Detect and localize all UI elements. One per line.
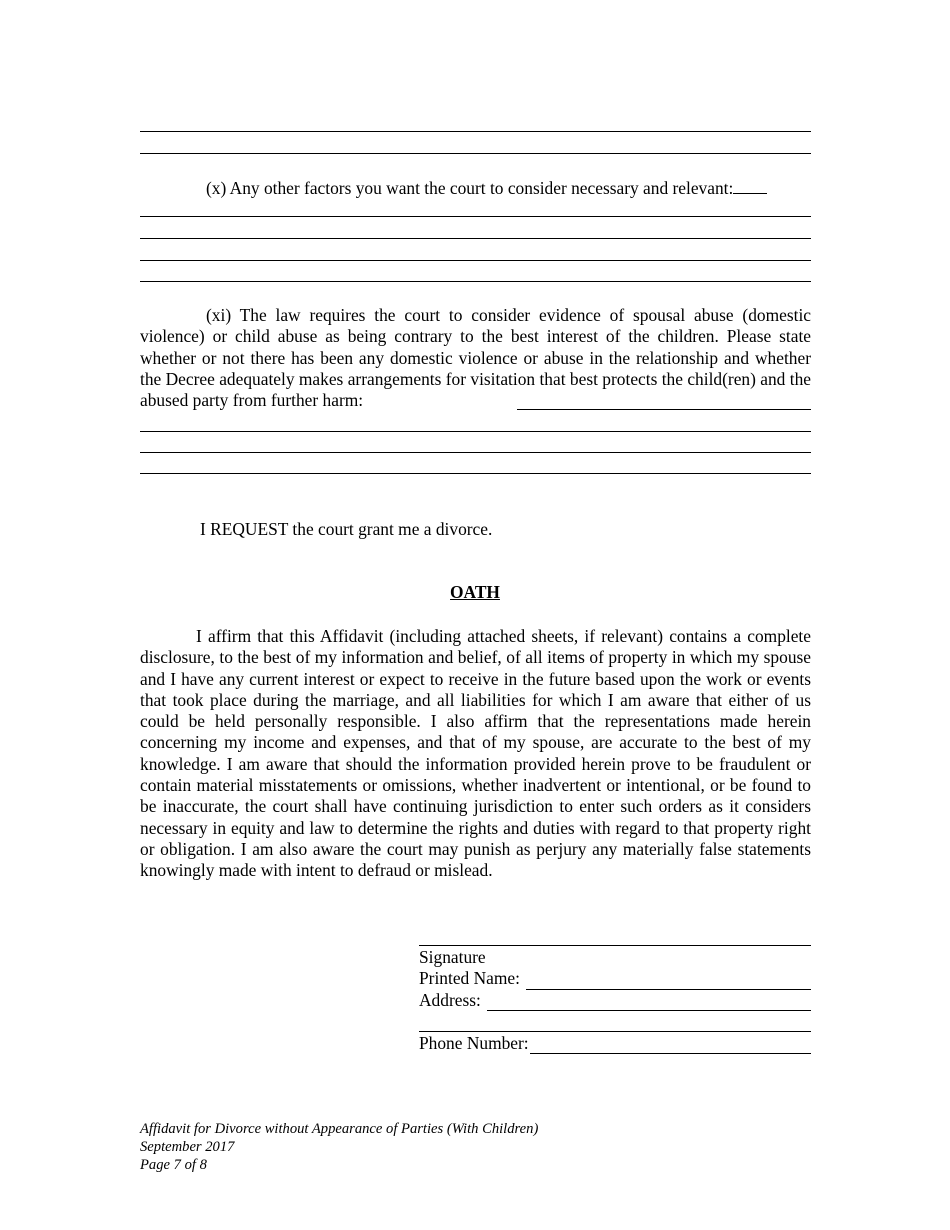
request-text: I REQUEST the court grant me a divorce.	[200, 519, 493, 539]
item-x-label: (x) Any other factors you want the court to consider necessary and relevant:	[206, 178, 734, 198]
printed-name-field[interactable]	[526, 974, 811, 990]
answer-line[interactable]	[140, 260, 811, 261]
footer-page: Page 7 of 8	[140, 1157, 207, 1173]
address-field[interactable]	[487, 995, 811, 1011]
address-line-2[interactable]	[419, 1031, 811, 1032]
answer-line[interactable]	[140, 216, 811, 217]
answer-line[interactable]	[140, 452, 811, 453]
printed-name-row	[419, 968, 811, 989]
item-xi-blank[interactable]	[517, 409, 811, 410]
page-footer	[140, 1120, 538, 1174]
oath-heading: OATH	[450, 582, 500, 602]
phone-label: Phone Number:	[419, 1033, 529, 1053]
footer-title: Affidavit for Divorce without Appearance of Parties (With Children)	[140, 1121, 539, 1137]
footer-date: September 2017	[140, 1139, 235, 1155]
oath-body-text: I affirm that this Affidavit (including attached sheets, if relevant) contains a complete disclosure, to the best of my information and belief, of all items of property in which my spouse and I have any current interest or expect to receive in the future based upon the work or events that took place during the marriage, and all liabilities for which I am aware that either of us could be held personally responsible. I also affirm that the representations made herein concerning my income and expenses, and that of my spouse, are accurate to the best of my knowledge. I am aware that should the information provided herein prove to be fraudulent or contain material misstatements or omissions, whether inadvertent or intentional, or be found to be inaccurate, the court shall have continuing jurisdiction to enter such orders as it considers necessary in equity and law to determine the rights and duties with regard to that property right or obligation. I am also aware the court may punish as perjury any materially false statements knowingly made with intent to defraud or mislead.	[140, 626, 811, 881]
signature-label-row	[419, 947, 811, 968]
phone-row	[419, 1033, 811, 1054]
printed-name-label: Printed Name:	[419, 968, 520, 989]
signature-label: Signature	[419, 947, 486, 967]
oath-body	[140, 626, 811, 882]
answer-line[interactable]	[140, 238, 811, 239]
signature-block	[419, 947, 811, 1011]
item-xi	[140, 305, 811, 411]
answer-line[interactable]	[140, 431, 811, 432]
address-row	[419, 990, 811, 1011]
item-x-blank[interactable]	[733, 177, 767, 194]
address-label: Address:	[419, 989, 481, 1010]
item-xi-text: (xi) The law requires the court to consider evidence of spousal abuse (domestic violence) or child abuse as being contrary to the best interest of the children. Please state whether or not there has been any domestic violence or abuse in the relationship and whether the Decree adequately makes arrangements for visitation that best protects the child(ren) and the abused party from further harm:	[140, 305, 811, 411]
answer-line[interactable]	[140, 153, 811, 154]
answer-line[interactable]	[140, 131, 811, 132]
phone-field[interactable]	[530, 1038, 811, 1054]
request-statement	[200, 519, 800, 540]
item-x	[140, 177, 811, 199]
signature-line[interactable]	[419, 945, 811, 946]
answer-line[interactable]	[140, 281, 811, 282]
phone-block	[419, 1033, 811, 1054]
answer-line[interactable]	[140, 473, 811, 474]
